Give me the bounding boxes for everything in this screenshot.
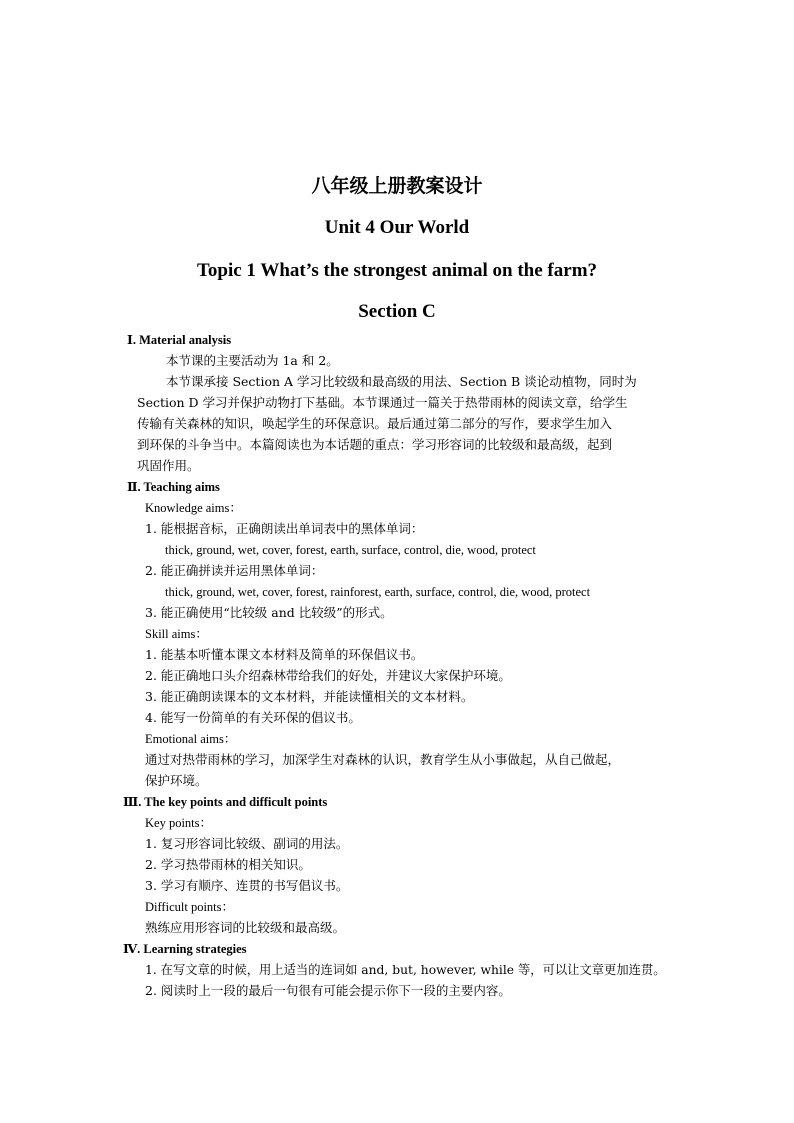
knowledge-aim-1: 1. 能根据音标，正确朗读出单词表中的黑体单词： (145, 521, 424, 536)
material-paragraph-2-line-2: Section D 学习并保护动物打下基础。本节课通过一篇关于热带雨林的阅读文章，给学生 (137, 395, 628, 410)
heading-key-points: Ⅲ. The key points and difficult points (123, 795, 328, 809)
heading-learning-strategies: Ⅳ. Learning strategies (123, 942, 247, 956)
material-paragraph-2-line-4: 到环保的斗争当中。本篇阅读也为本话题的重点：学习形容词的比较级和最高级，起到 (137, 437, 613, 452)
document-title: 八年级上册教案设计 (311, 176, 483, 197)
knowledge-aim-1-words: thick, ground, wet, cover, forest, earth, surface, control, die, wood, protect (165, 543, 536, 557)
difficult-point-1: 熟练应用形容词的比较级和最高级。 (145, 920, 346, 935)
material-paragraph-2-line-3: 传输有关森林的知识，唤起学生的环保意识。最后通过第二部分的写作，要求学生加入 (137, 416, 613, 431)
key-point-1: 1. 复习形容词比较级、副词的用法。 (145, 836, 349, 851)
learning-strategy-1: 1. 在写文章的时候，用上适当的连词如 and, but, however, while 等，可以让文章更加连贯。 (145, 963, 666, 977)
skill-aim-3: 3. 能正确朗读课本的文本材料，并能读懂相关的文本材料。 (145, 689, 474, 704)
skill-aims-label: Skill aims： (145, 627, 208, 641)
skill-aim-2: 2. 能正确地口头介绍森林带给我们的好处，并建议大家保护环境。 (145, 668, 511, 683)
knowledge-aim-2-words: thick, ground, wet, cover, forest, rainforest, earth, surface, control, die, wood, protect (165, 585, 591, 599)
material-paragraph-1: 本节课的主要活动为 1a 和 2。 (166, 353, 339, 368)
skill-aim-1: 1. 能基本听懂本课文本材料及简单的环保倡议书。 (145, 647, 424, 662)
emotional-aim-line-2: 保护环境。 (145, 773, 208, 788)
skill-aim-4: 4. 能写一份简单的有关环保的倡议书。 (145, 710, 361, 725)
heading-material-analysis: Ⅰ. Material analysis (127, 333, 232, 347)
emotional-aim-line-1: 通过对热带雨林的学习，加深学生对森林的认识，教育学生从小事做起，从自己做起， (145, 752, 621, 767)
section-title: Section C (358, 301, 436, 322)
topic-title: Topic 1 What’s the strongest animal on the farm? (196, 260, 598, 281)
key-points-label: Key points： (145, 816, 213, 830)
heading-teaching-aims: Ⅱ. Teaching aims (127, 480, 220, 494)
material-paragraph-2-line-1: 本节课承接 Section A 学习比较级和最高级的用法、Section B 谈论动植物，同时为 (166, 374, 637, 389)
knowledge-aim-3: 3. 能正确使用“比较级 and 比较级”的形式。 (145, 605, 393, 620)
emotional-aims-label: Emotional aims： (145, 732, 237, 746)
learning-strategy-2: 2. 阅读时上一段的最后一句很有可能会提示你下一段的主要内容。 (145, 983, 511, 998)
material-paragraph-2-line-5: 巩固作用。 (137, 458, 200, 473)
unit-title: Unit 4 Our World (324, 217, 470, 238)
knowledge-aims-label: Knowledge aims： (145, 501, 242, 515)
key-point-3: 3. 学习有顺序、连贯的书写倡议书。 (145, 878, 349, 893)
difficult-points-label: Difficult points： (145, 900, 235, 914)
knowledge-aim-2: 2. 能正确拼读并运用黑体单词： (145, 563, 324, 578)
key-point-2: 2. 学习热带雨林的相关知识。 (145, 857, 311, 872)
